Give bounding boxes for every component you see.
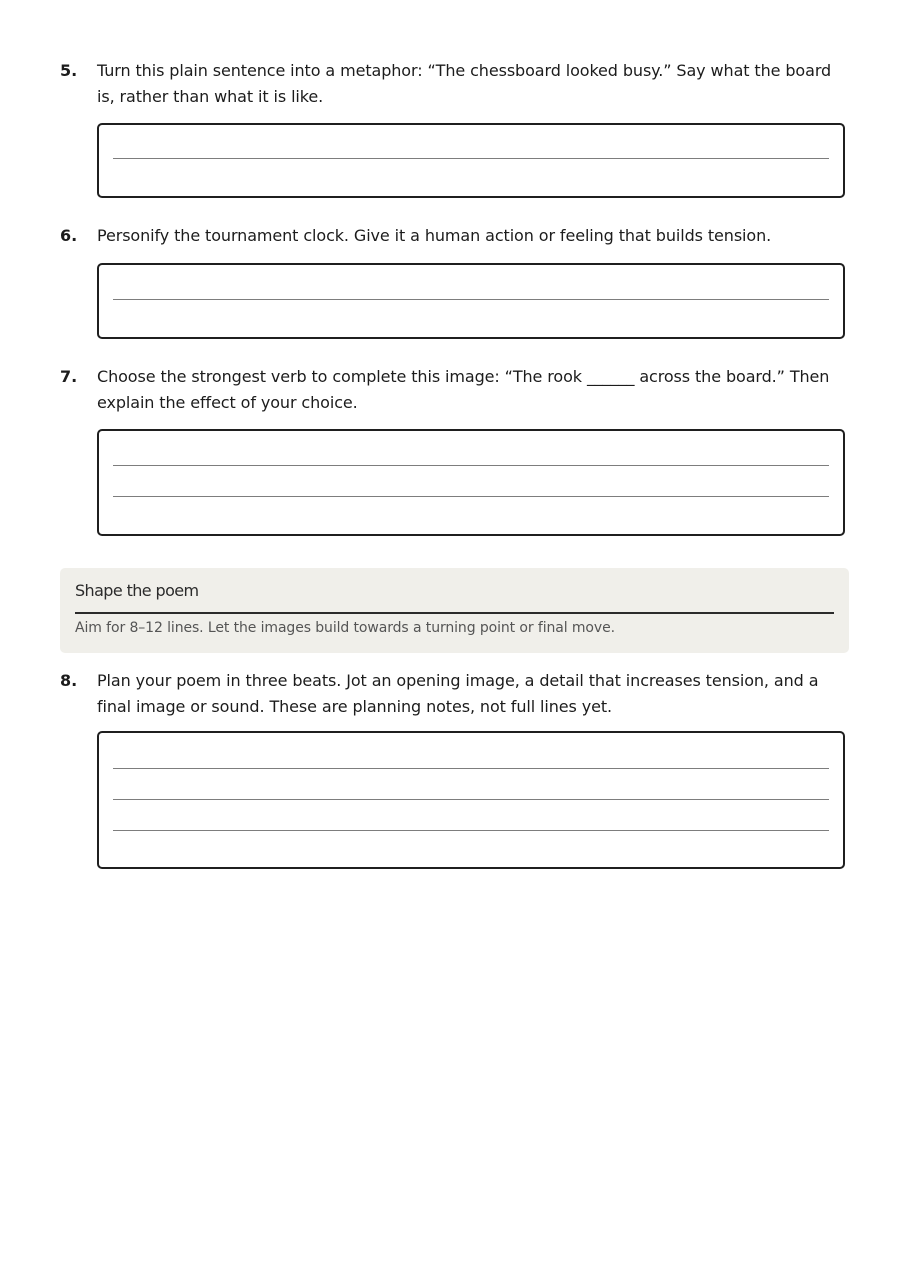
question-number: 7. <box>60 367 78 386</box>
writing-line <box>113 768 829 769</box>
writing-line <box>113 299 829 300</box>
question-6 <box>60 223 850 249</box>
tip-title: Shape the poem <box>75 581 199 600</box>
question-number: 5. <box>60 61 78 80</box>
writing-line <box>113 496 829 497</box>
tip-text: Aim for 8–12 lines. Let the images build towards a turning point or final move. <box>75 620 615 636</box>
question-8 <box>60 668 850 720</box>
question-7 <box>60 364 850 416</box>
writing-line <box>113 158 829 159</box>
writing-line <box>113 799 829 800</box>
question-prompt: Plan your poem in three beats. Jot an opening image, a detail that increases tension, and a final image or sound. These are planning notes, not full lines yet. <box>97 671 819 716</box>
question-prompt: Choose the strongest verb to complete this image: “The rook ______ across the board.” Then explain the effect of your choice. <box>97 367 830 412</box>
question-number: 8. <box>60 671 78 690</box>
tip-callout <box>60 568 849 653</box>
question-prompt: Turn this plain sentence into a metaphor: “The chessboard looked busy.” Say what the board is, rather than what it is like. <box>97 61 832 106</box>
question-prompt: Personify the tournament clock. Give it a human action or feeling that builds tension. <box>97 226 772 245</box>
tip-divider <box>75 612 834 614</box>
answer-box[interactable] <box>97 429 845 536</box>
writing-line <box>113 465 829 466</box>
answer-box[interactable] <box>97 123 845 198</box>
answer-box[interactable] <box>97 263 845 339</box>
question-5 <box>60 58 850 110</box>
writing-line <box>113 830 829 831</box>
question-number: 6. <box>60 226 78 245</box>
answer-box[interactable] <box>97 731 845 869</box>
